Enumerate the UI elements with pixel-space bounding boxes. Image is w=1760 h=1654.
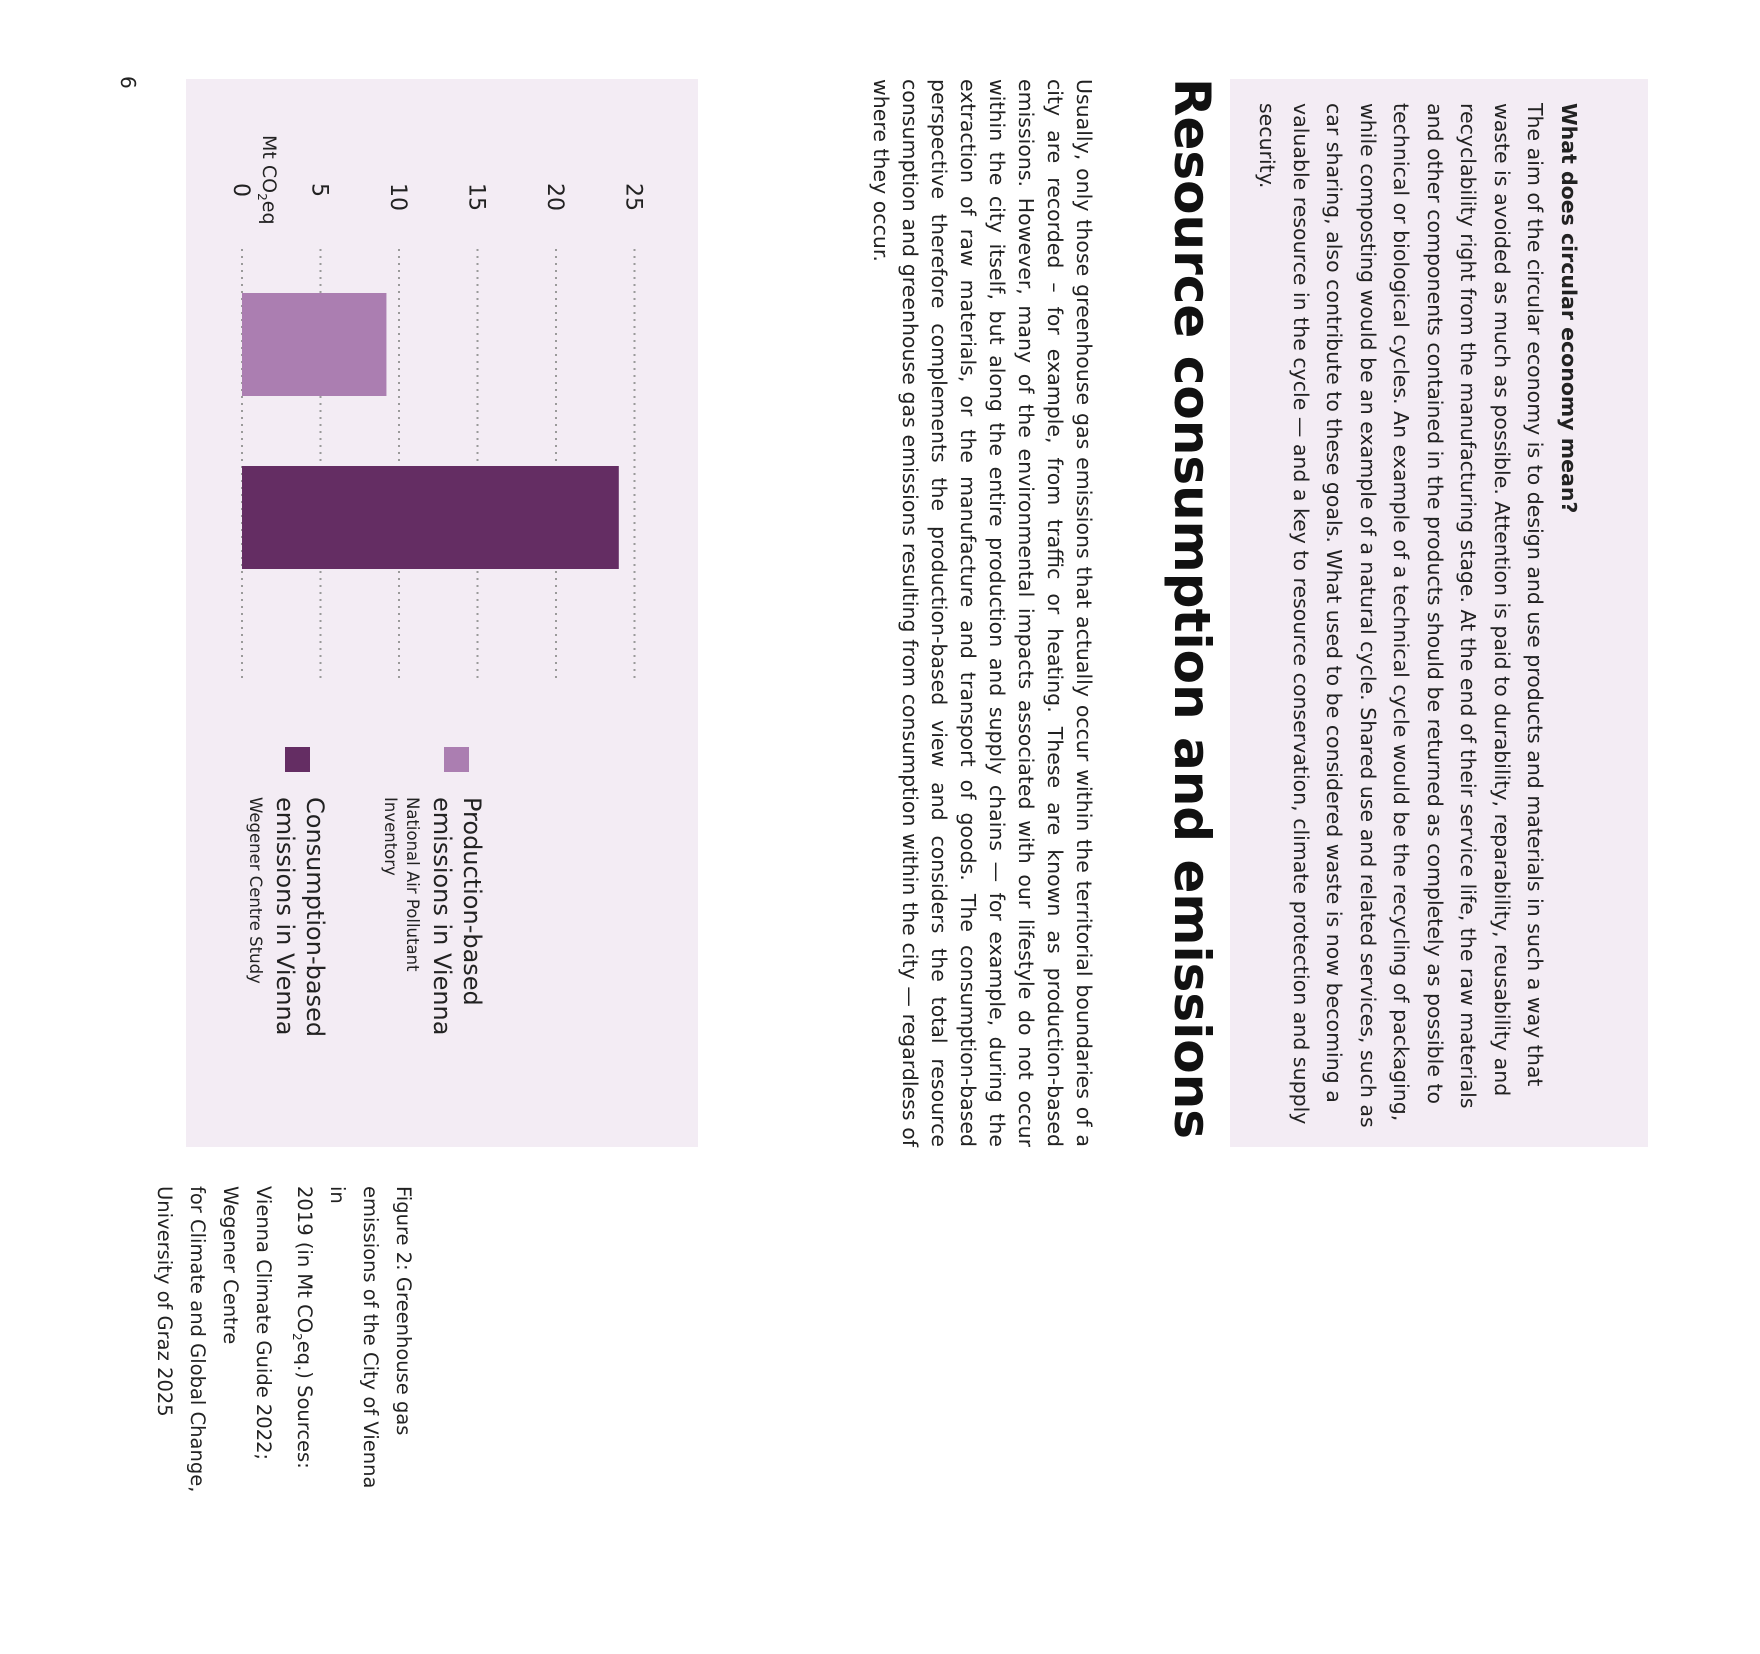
caption-line: Wegener Centre bbox=[219, 1186, 243, 1345]
legend-label bbox=[246, 797, 265, 984]
caption-line: for Climate and Global Change, bbox=[186, 1186, 210, 1493]
figure-caption bbox=[148, 1186, 420, 1506]
svg-text:10: 10 bbox=[385, 183, 410, 211]
legend-swatch bbox=[444, 747, 469, 772]
axis-tick-label bbox=[307, 183, 332, 197]
svg-text:0: 0 bbox=[228, 183, 253, 197]
axis-tick-label bbox=[464, 183, 489, 211]
infobox-question: What does circular economy mean? bbox=[1557, 103, 1581, 514]
axis-tick-label bbox=[621, 183, 646, 211]
axis-tick-label bbox=[228, 183, 253, 197]
svg-text:emissions in Vienna: emissions in Vienna bbox=[271, 797, 299, 1036]
chart-unit-label bbox=[255, 135, 280, 225]
infobox-paragraph: The aim of the circular economy is to design and use products and materials in such a way that waste is avoided as much as possible. Attention is paid to durability, reparability, reusability and recyclability right from the manufacturing stage. At the end of their service life, the raw materials and other components contained in the products should be returned as completely as possible to technical or biological cycles. An example of a technical cycle would be the recycling of packaging, while composting would be an example of a natural cycle. Shared use and related services, such as car sharing, also contribute to these goals. What used to be considered waste is now becoming a valuable resource in the cycle — and a key to resource conservation, climate protection and supply security. bbox=[1255, 103, 1548, 1128]
chart-bars bbox=[242, 293, 619, 569]
caption-line: Figure 2: Greenhouse gas bbox=[392, 1186, 415, 1436]
legend-label bbox=[381, 797, 400, 876]
chart-axis-ticks bbox=[228, 183, 646, 211]
emissions-chart bbox=[186, 79, 698, 1147]
legend-label bbox=[271, 797, 299, 1035]
caption-line: University of Graz 2025 bbox=[153, 1186, 177, 1417]
svg-text:Wegener Centre Study: Wegener Centre Study bbox=[246, 797, 265, 984]
caption-line: Vienna Climate Guide 2022; bbox=[252, 1186, 276, 1461]
svg-text:25: 25 bbox=[620, 183, 646, 211]
svg-text:15: 15 bbox=[463, 183, 489, 211]
svg-text:Mt CO2eq: Mt $CO_2eq$ bbox=[255, 135, 280, 225]
axis-tick-label bbox=[385, 183, 410, 211]
bar-production-based bbox=[242, 293, 386, 396]
svg-text:Production-based: Production-based bbox=[458, 797, 486, 1006]
infobox bbox=[1250, 103, 1585, 1133]
bar-consumption-based bbox=[242, 466, 619, 569]
svg-text:Inventory: Inventory bbox=[381, 797, 400, 876]
page-title: Resource consumption and emissions bbox=[1163, 78, 1221, 1140]
caption-line: emissions of the City of Vienna in bbox=[326, 1186, 382, 1489]
body-paragraph: Usually, only those greenhouse gas emissions that actually occur within the territorial boundaries of a city are recorded – for example, from traffic or heating. These are known as production-based emissions. However, many of the environmental impacts associated with our lifestyle do not occur within the city itself, but along the entire production and supply chains — for example, during the extraction of raw materials, or the manufacture and transport of goods. The consumption-based perspective therefore complements the production-based view and considers the total resource consumption and greenhouse gas emissions resulting from consumption within the city — regardless of where they occur. bbox=[869, 79, 1096, 1147]
svg-text:20: 20 bbox=[542, 183, 567, 211]
svg-text:National Air Pollutant: National Air Pollutant bbox=[403, 797, 422, 972]
caption-line: 2019 (in Mt $CO_2eq$.) Sources: bbox=[290, 1186, 316, 1469]
legend-swatch bbox=[285, 747, 310, 772]
svg-text:Consumption-based: Consumption-based bbox=[301, 797, 329, 1038]
svg-text:5: 5 bbox=[306, 183, 332, 197]
legend-label bbox=[403, 797, 422, 972]
chart-legend bbox=[246, 747, 486, 1037]
legend-label bbox=[458, 797, 486, 1006]
legend-label bbox=[301, 797, 329, 1037]
page-number: 6 bbox=[116, 76, 140, 89]
legend-label bbox=[428, 797, 456, 1035]
axis-tick-label bbox=[542, 183, 567, 211]
svg-text:emissions in Vienna: emissions in Vienna bbox=[428, 797, 456, 1036]
